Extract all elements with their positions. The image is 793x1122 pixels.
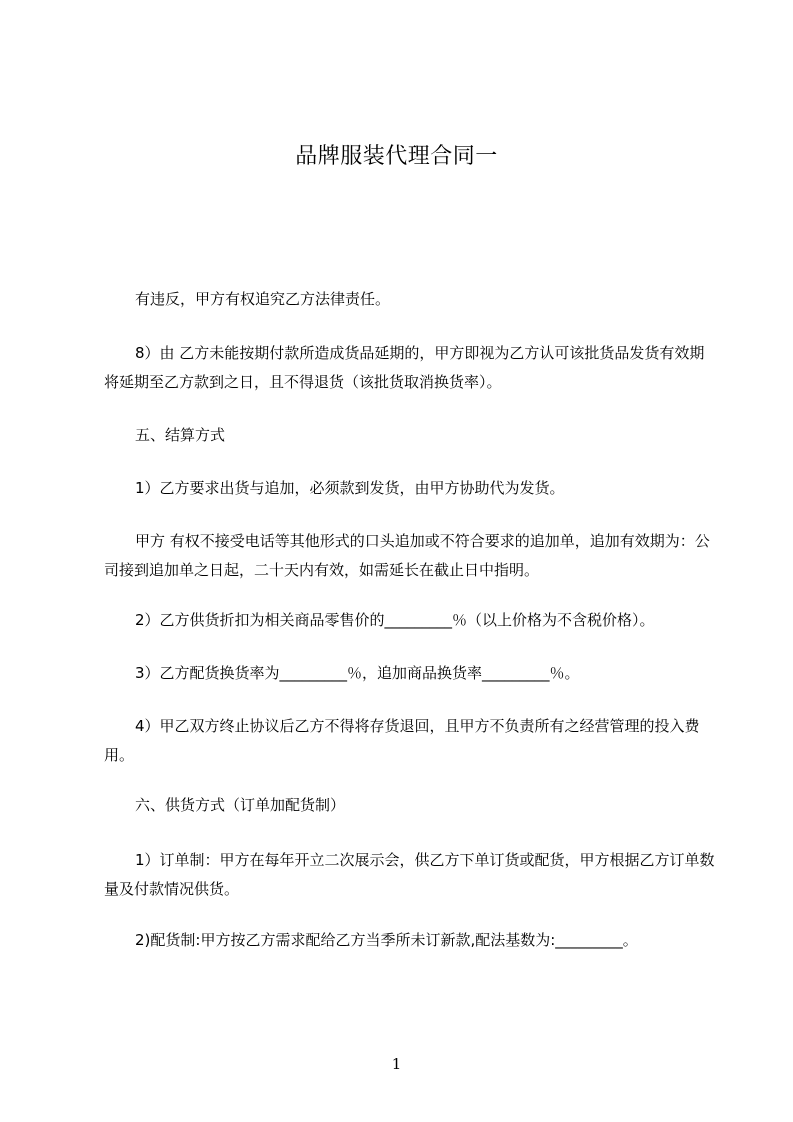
paragraph-termination: 4）甲乙双方终止协议后乙方不得将存货退回，且甲方不负责所有之经营管理的投入费用。	[104, 717, 700, 764]
paragraph-additional-orders: 甲方 有权不接受电话等其他形式的口头追加或不符合要求的追加单，追加有效期为：公司接到追加单之日起，二十天内有效，如需延长在截止日中指明。	[104, 532, 710, 579]
paragraph-liability: 有违反，甲方有权追究乙方法律责任。	[135, 290, 391, 308]
section-heading-supply-method: 六、供货方式（订单加配货制）	[135, 796, 346, 814]
paragraph-clause-8-payment-delay: 8）由 乙方未能按期付款所造成货品延期的，甲方即视为乙方认可该批货品发货有效期将延期至乙方款到之日，且不得退货（该批货取消换货率）。	[104, 344, 705, 391]
document-title: 品牌服装代理合同一	[295, 144, 498, 169]
paragraph-discount-rate: 2）乙方供货折扣为相关商品零售价的_________％（以上价格为不含税价格）。	[135, 611, 655, 629]
paragraph-exchange-rate: 3）乙方配货换货率为_________％，追加商品换货率_________％。	[135, 664, 580, 682]
paragraph-allocation-system: 2)配货制:甲方按乙方需求配给乙方当季所未订新款,配法基数为:_________。	[135, 931, 638, 949]
paragraph-settlement-1: 1）乙方要求出货与追加，必须款到发货，由甲方协助代为发货。	[135, 479, 565, 497]
paragraph-order-system: 1）订单制：甲方在每年开立二次展示会，供乙方下单订货或配货，甲方根据乙方订单数量及付款情况供货。	[104, 851, 715, 898]
section-heading-settlement: 五、结算方式	[135, 426, 226, 444]
page-number: 1	[391, 1055, 402, 1073]
